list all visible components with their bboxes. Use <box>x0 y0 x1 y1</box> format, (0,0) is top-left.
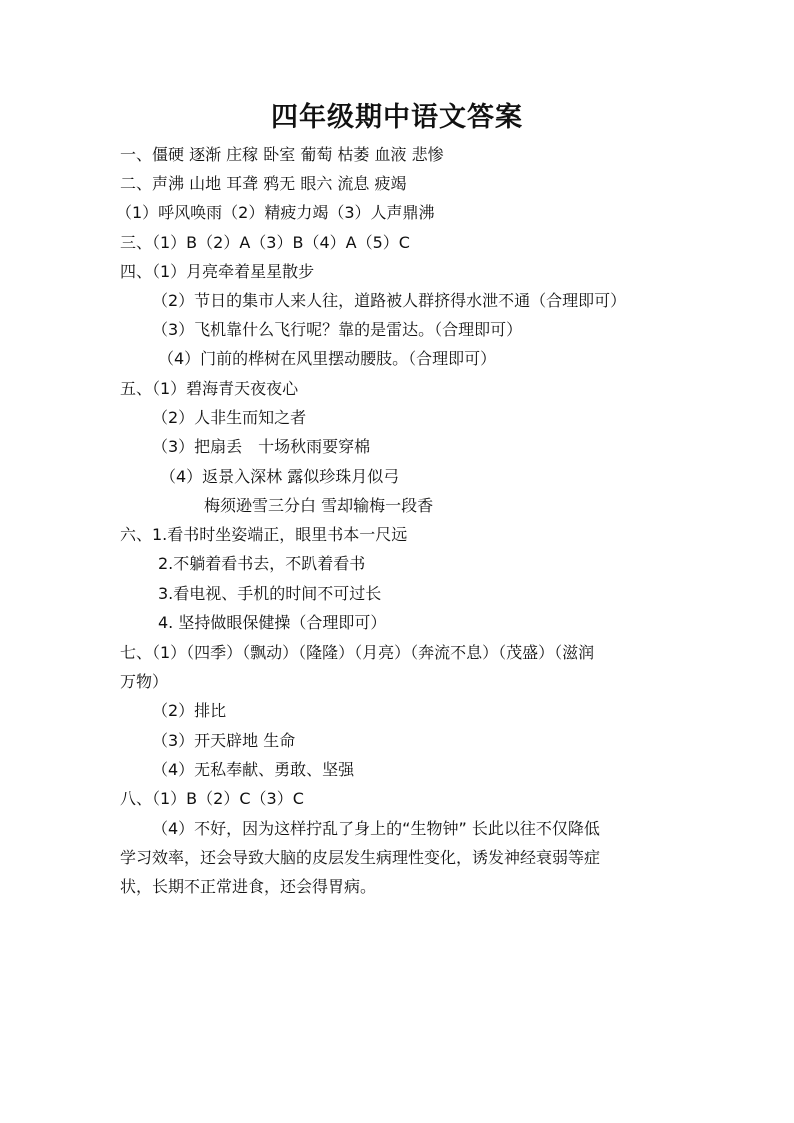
answer-line-11: （3）把扇丢 十场秋雨要穿棉 <box>152 437 371 456</box>
answer-line-7: （3）飞机靠什么飞行呢？靠的是雷达。（合理即可） <box>152 320 523 339</box>
answer-line-24: （4）不好，因为这样拧乱了身上的“生物钟” 长此以往不仅降低 <box>152 819 600 838</box>
answer-line-18: 七、（1）（四季）（飘动）（隆隆）（月亮）（奔流不息）（茂盛）（滋润 <box>120 643 595 662</box>
answer-line-9: 五、（1）碧海青天夜夜心 <box>120 379 299 398</box>
answer-line-6: （2）节日的集市人来人往，道路被人群挤得水泄不通（合理即可） <box>152 291 627 310</box>
answer-line-16: 3.看电视、手机的时间不可过长 <box>158 584 382 603</box>
answer-line-26: 状，长期不正常进食，还会得胃病。 <box>120 877 377 896</box>
answer-line-3: （1）呼风唤雨（2）精疲力竭（3）人声鼎沸 <box>116 203 435 222</box>
answer-line-15: 2.不躺着看书去，不趴着看书 <box>158 554 366 573</box>
answer-line-1: 一、僵硬 逐渐 庄稼 卧室 葡萄 枯萎 血液 悲惨 <box>120 145 444 164</box>
answer-line-2: 二、声沸 山地 耳聋 鸦无 眼六 流息 疲竭 <box>120 174 407 193</box>
answer-line-25: 学习效率，还会导致大脑的皮层发生病理性变化，诱发神经衰弱等症 <box>120 848 601 867</box>
answer-line-21: （3）开天辟地 生命 <box>152 731 296 750</box>
answer-line-14: 六、1.看书时坐姿端正，眼里书本一尺远 <box>120 525 408 544</box>
answer-line-20: （2）排比 <box>152 701 227 720</box>
answer-line-22: （4）无私奉献、勇敢、坚强 <box>152 760 355 779</box>
answer-line-23: 八、（1）B（2）C（3）C <box>120 789 304 808</box>
answer-line-4: 三、（1）B（2）A（3）B（4）A（5）C <box>120 233 410 252</box>
answer-line-19: 万物） <box>120 672 169 691</box>
answer-line-17: 4. 坚持做眼保健操（合理即可） <box>158 613 387 632</box>
answer-line-8: （4）门前的桦树在风里摆动腰肢。（合理即可） <box>158 349 497 368</box>
page-title: 四年级期中语文答案 <box>271 102 523 133</box>
answer-line-12: （4）返景入深林 露似珍珠月似弓 <box>160 467 400 486</box>
answer-line-13: 梅须逊雪三分白 雪却输梅一段香 <box>204 496 434 515</box>
answer-line-5: 四、（1）月亮牵着星星散步 <box>120 262 315 281</box>
answer-line-10: （2）人非生而知之者 <box>152 408 307 427</box>
